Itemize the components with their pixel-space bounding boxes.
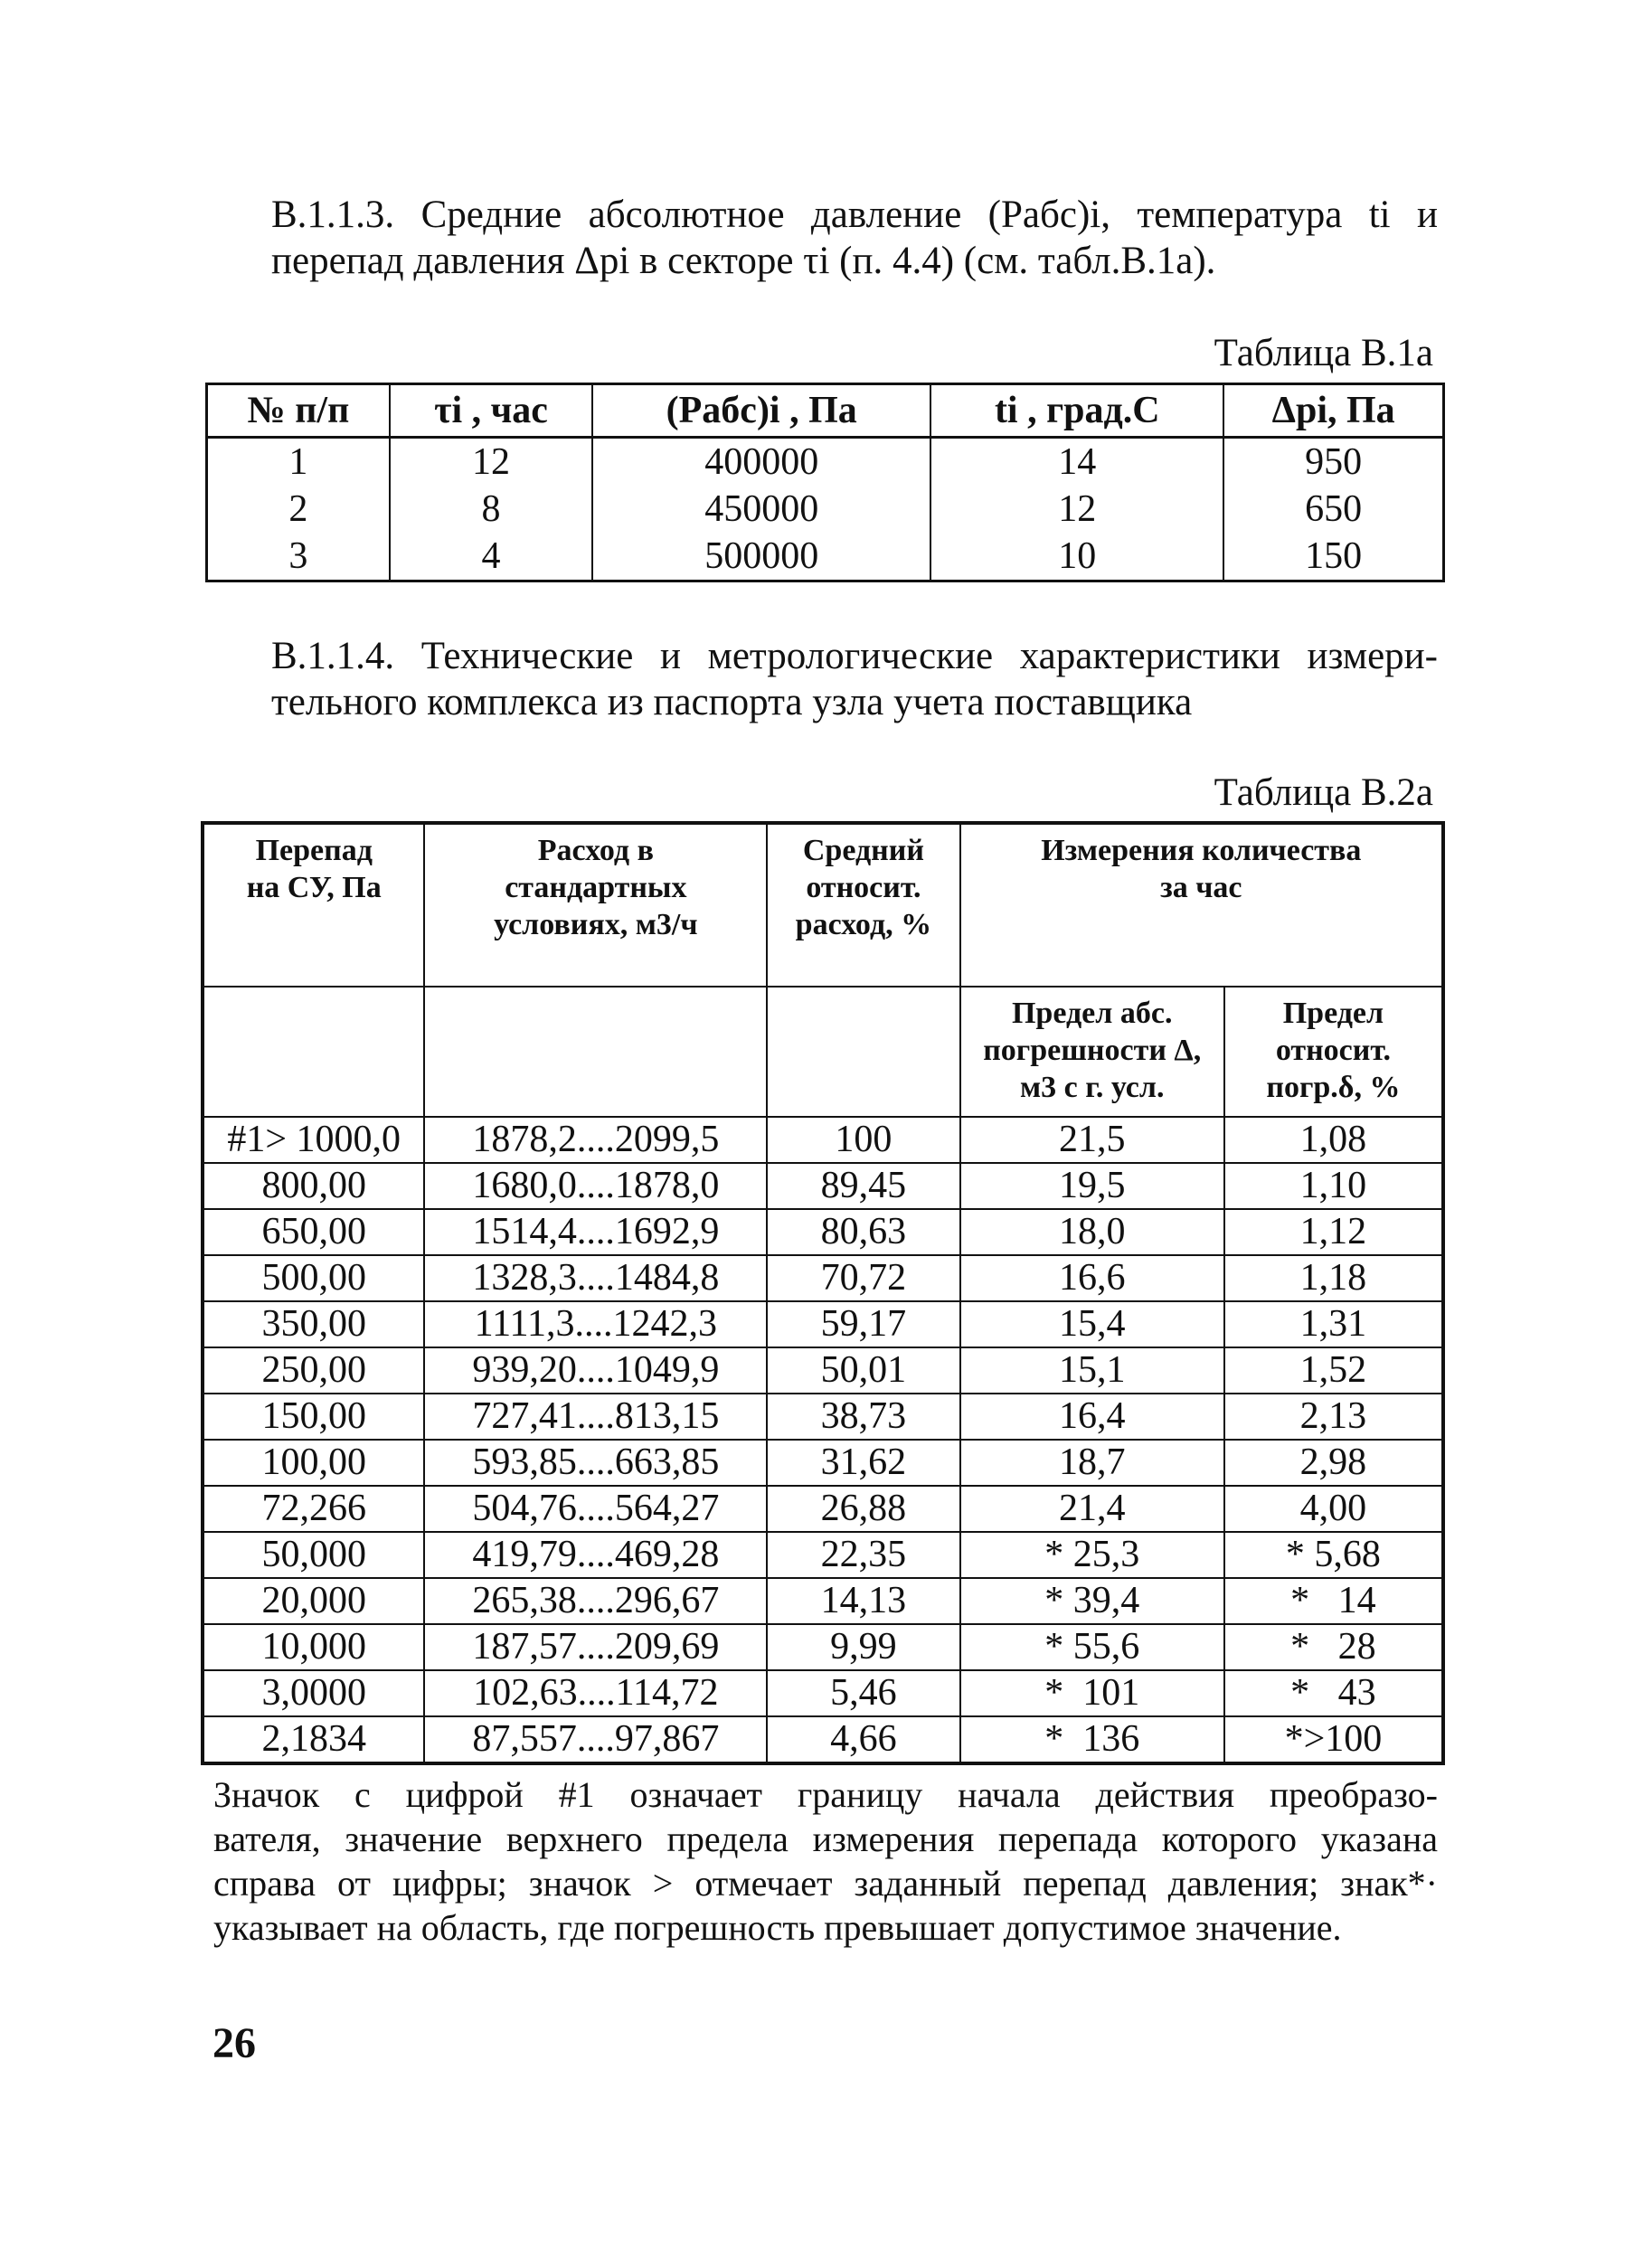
section-1-line: перепад давления Δpi в секторе τi (п. 4.4) (см. табл.В.1а).	[271, 240, 1216, 282]
table-cell: 593,85....663,85	[424, 1440, 767, 1486]
header-cell: ti , град.С	[930, 384, 1223, 438]
table-cell: 18,0	[960, 1209, 1224, 1255]
table-cell: 10,000	[203, 1624, 424, 1670]
table-cell: 18,7	[960, 1440, 1224, 1486]
table-cell: * 28	[1224, 1624, 1443, 1670]
table-cell: 500000	[592, 533, 930, 581]
table-row	[207, 486, 1444, 533]
table-cell: 3	[207, 533, 390, 581]
table-2	[201, 821, 1445, 1765]
empty-cell	[203, 987, 424, 1117]
table-cell: 10	[930, 533, 1223, 581]
table-1	[205, 383, 1445, 582]
header-cell: Δpi, Па	[1223, 384, 1443, 438]
table-cell: 419,79....469,28	[424, 1532, 767, 1578]
table-cell: 939,20....1049,9	[424, 1347, 767, 1394]
table-cell: 5,46	[767, 1670, 959, 1716]
table-cell: 150,00	[203, 1394, 424, 1440]
table-row	[203, 1486, 1443, 1532]
table-cell: 187,57....209,69	[424, 1624, 767, 1670]
table-cell: 100,00	[203, 1440, 424, 1486]
table-cell: 1,18	[1224, 1255, 1443, 1301]
header-cell: Расход в стандартных условиях, м3/ч	[424, 823, 767, 987]
table-cell: 21,4	[960, 1486, 1224, 1532]
table-cell: 16,6	[960, 1255, 1224, 1301]
header-cell: Средний относит. расход, %	[767, 823, 959, 987]
table-row	[203, 1117, 1443, 1163]
table-cell: 15,1	[960, 1347, 1224, 1394]
table-cell: 4,66	[767, 1716, 959, 1763]
table-cell: 3,0000	[203, 1670, 424, 1716]
table-cell: 50,000	[203, 1532, 424, 1578]
table-cell: 12	[930, 486, 1223, 533]
table-cell: 16,4	[960, 1394, 1224, 1440]
table-row	[203, 1716, 1443, 1763]
table-row	[207, 533, 1444, 581]
table-row	[203, 1670, 1443, 1716]
table-cell: * 39,4	[960, 1578, 1224, 1624]
table-cell: 1,08	[1224, 1117, 1443, 1163]
table-cell: 70,72	[767, 1255, 959, 1301]
table-row	[203, 1440, 1443, 1486]
table-cell: 100	[767, 1117, 959, 1163]
table-cell: 21,5	[960, 1117, 1224, 1163]
footnote	[213, 1772, 1438, 1950]
table-cell: * 101	[960, 1670, 1224, 1716]
table-cell: 500,00	[203, 1255, 424, 1301]
section-2-line: тельного комплекса из паспорта узла учета поставщика	[271, 681, 1193, 723]
header-cell: № п/п	[207, 384, 390, 438]
table-cell: 80,63	[767, 1209, 959, 1255]
page-number: 26	[213, 2019, 256, 2067]
table-cell: 265,38....296,67	[424, 1578, 767, 1624]
table-2-caption: Таблица В.2а	[1214, 771, 1433, 814]
table-cell: 650	[1223, 486, 1443, 533]
table-cell: 2	[207, 486, 390, 533]
footnote-line: вателя, значение верхнего предела измерения перепада которого указана	[213, 1819, 1438, 1859]
table-cell: 2,98	[1224, 1440, 1443, 1486]
footnote-line: указывает на область, где погрешность превышает допустимое значение.	[213, 1907, 1342, 1948]
table-cell: 4,00	[1224, 1486, 1443, 1532]
header-cell: Перепад на СУ, Па	[203, 823, 424, 987]
table-cell: 650,00	[203, 1209, 424, 1255]
table-cell: 4	[390, 533, 592, 581]
table-row	[207, 438, 1444, 487]
table-cell: 19,5	[960, 1163, 1224, 1209]
table-cell: 2,1834	[203, 1716, 424, 1763]
table-cell: 350,00	[203, 1301, 424, 1347]
table-row	[203, 1301, 1443, 1347]
table-cell: 2,13	[1224, 1394, 1443, 1440]
table-cell: 400000	[592, 438, 930, 487]
table-cell: 250,00	[203, 1347, 424, 1394]
table-cell: * 5,68	[1224, 1532, 1443, 1578]
table-row	[203, 1255, 1443, 1301]
table-cell: 14	[930, 438, 1223, 487]
empty-cell	[424, 987, 767, 1117]
table-cell: 1,52	[1224, 1347, 1443, 1394]
table-cell: 1,12	[1224, 1209, 1443, 1255]
table-cell: 1111,3....1242,3	[424, 1301, 767, 1347]
table-cell: * 43	[1224, 1670, 1443, 1716]
section-2-line: В.1.1.4. Технические и метрологические характеристики измери-	[271, 635, 1438, 677]
table-cell: 150	[1223, 533, 1443, 581]
table-row	[203, 1532, 1443, 1578]
table-cell: 727,41....813,15	[424, 1394, 767, 1440]
table-cell: 26,88	[767, 1486, 959, 1532]
header-cell: τi , час	[390, 384, 592, 438]
table-cell: * 14	[1224, 1578, 1443, 1624]
section-2-paragraph	[271, 633, 1438, 725]
table-cell: 1	[207, 438, 390, 487]
table-cell: 9,99	[767, 1624, 959, 1670]
footnote-line: Значок с цифрой #1 означает границу начала действия преобразо-	[213, 1774, 1438, 1815]
table-cell: 20,000	[203, 1578, 424, 1624]
table-row	[203, 1163, 1443, 1209]
table-cell: 38,73	[767, 1394, 959, 1440]
table-cell: * 136	[960, 1716, 1224, 1763]
header-cell: (Pабс)i , Па	[592, 384, 930, 438]
header-cell: Предел абс. погрешности Δ, м3 с г. усл.	[960, 987, 1224, 1117]
table-header-row	[203, 823, 1443, 987]
table-cell: 59,17	[767, 1301, 959, 1347]
table-cell: 22,35	[767, 1532, 959, 1578]
table-cell: 89,45	[767, 1163, 959, 1209]
table-cell: 87,557....97,867	[424, 1716, 767, 1763]
table-subheader-row	[203, 987, 1443, 1117]
header-cell: Предел относит. погр.δ, %	[1224, 987, 1443, 1117]
section-1-paragraph	[271, 192, 1438, 284]
table-row	[203, 1394, 1443, 1440]
table-row	[203, 1624, 1443, 1670]
table-cell: 8	[390, 486, 592, 533]
footnote-line: справа от цифры; значок > отмечает заданный перепад давления; знак*·	[213, 1863, 1438, 1904]
table-cell: 950	[1223, 438, 1443, 487]
header-group-cell: Измерения количества за час	[960, 823, 1443, 987]
table-cell: * 25,3	[960, 1532, 1224, 1578]
table-cell: 72,266	[203, 1486, 424, 1532]
table-cell: 504,76....564,27	[424, 1486, 767, 1532]
section-1-line: В.1.1.3. Средние абсолютное давление (Pабс)i, температура ti и	[271, 194, 1438, 236]
table-cell: 12	[390, 438, 592, 487]
table-cell: 102,63....114,72	[424, 1670, 767, 1716]
table-row	[203, 1347, 1443, 1394]
table-cell: 1878,2....2099,5	[424, 1117, 767, 1163]
table-cell: 1680,0....1878,0	[424, 1163, 767, 1209]
table-cell: 1514,4....1692,9	[424, 1209, 767, 1255]
table-cell: 15,4	[960, 1301, 1224, 1347]
table-cell: 50,01	[767, 1347, 959, 1394]
empty-cell	[767, 987, 959, 1117]
table-cell: 31,62	[767, 1440, 959, 1486]
table-cell: 800,00	[203, 1163, 424, 1209]
table-header-row	[207, 384, 1444, 438]
table-cell: 14,13	[767, 1578, 959, 1624]
table-cell: * 55,6	[960, 1624, 1224, 1670]
table-1-caption: Таблица В.1а	[1214, 332, 1433, 374]
table-cell: #1> 1000,0	[203, 1117, 424, 1163]
table-row	[203, 1209, 1443, 1255]
table-cell: 450000	[592, 486, 930, 533]
table-cell: 1,31	[1224, 1301, 1443, 1347]
table-row	[203, 1578, 1443, 1624]
table-cell: 1,10	[1224, 1163, 1443, 1209]
table-cell: 1328,3....1484,8	[424, 1255, 767, 1301]
table-cell: *>100	[1224, 1716, 1443, 1763]
